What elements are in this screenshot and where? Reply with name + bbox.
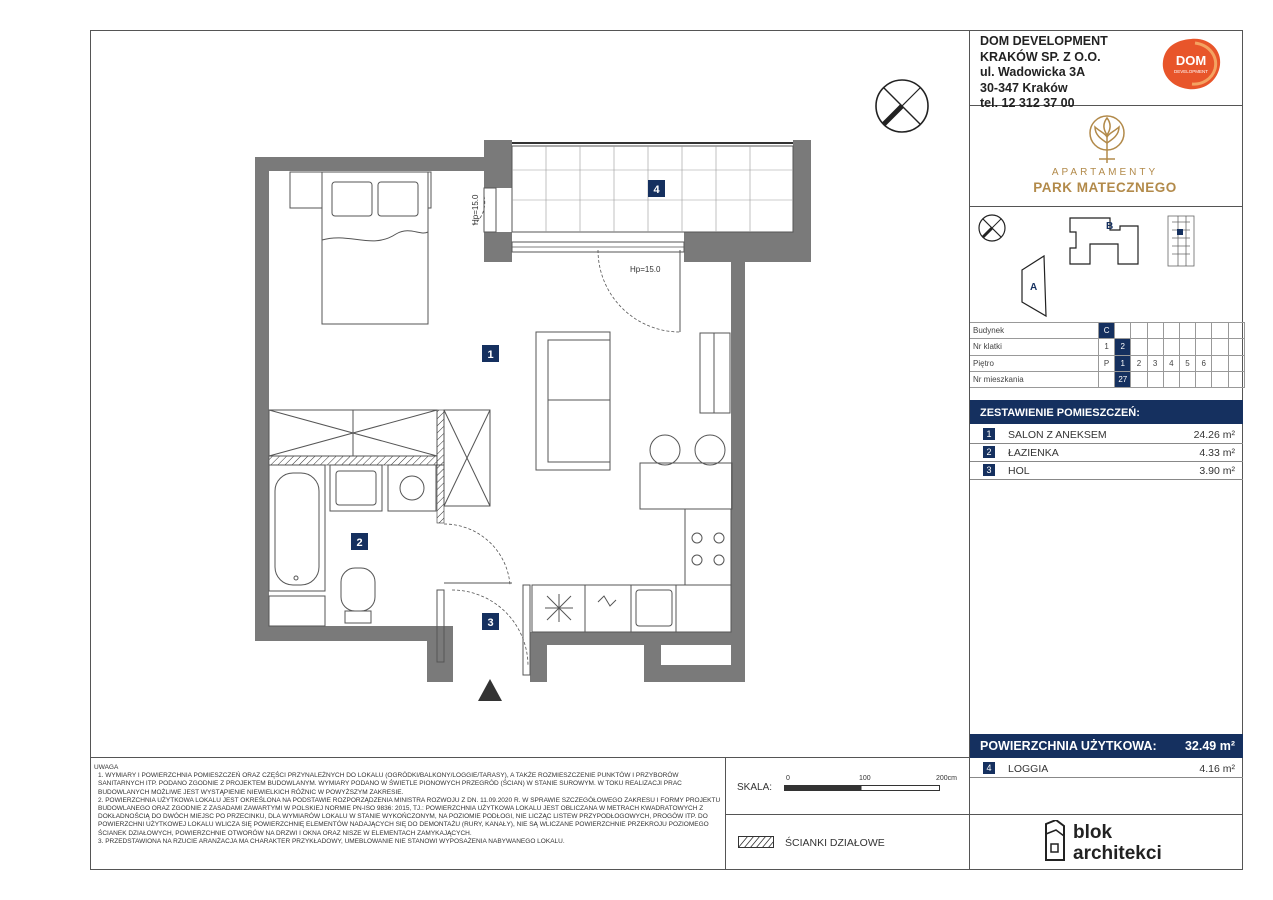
pietro-label: Piętro [970, 355, 1099, 371]
room-badge-1: 1 [487, 349, 494, 361]
floor-plan [250, 135, 820, 705]
room-row [970, 462, 1243, 480]
architect-name [1073, 822, 1162, 864]
dom-development-logo [1160, 37, 1222, 91]
room-badge-4: 4 [653, 184, 660, 196]
pietro-value: 1 [1115, 355, 1131, 371]
room-badge-3: 3 [487, 617, 494, 629]
key-plan-map [1010, 212, 1210, 320]
usable-area-value: 32.49 m² [1184, 739, 1235, 753]
divider [90, 757, 969, 758]
room-row [970, 426, 1243, 444]
company-name: DOM DEVELOPMENT [980, 34, 1108, 48]
mieszkanie-value [1099, 371, 1115, 387]
notes-title: UWAGA [94, 764, 119, 771]
divider [969, 206, 1243, 207]
dom-logo-word: DOM [1175, 53, 1207, 68]
company-name-2: KRAKÓW SP. Z O.O. [980, 49, 1101, 64]
height-note: Hp=15.0 [630, 265, 661, 274]
room-number-badge: 4 [983, 762, 995, 774]
budynek-label: Budynek [970, 323, 1099, 339]
height-note: Hp=15.0 [471, 194, 480, 225]
note-item: 1. WYMIARY I POWIERZCHNIA POMIESZCZEŃ ORAZ CZĘŚCI PRZYNALEŻNYCH DO LOKALU (OGRÓDKI/BALKONY/LOGGIE/TARASY), A TAKŻE ROZMIESZCZENIE PUNKTÓW I PRZYBORÓW SANITARNYCH ITP. PODANO ZGODNIE Z PROJEKTEM BUDOWLANYM. WYMIARY PODANO W ŚWIETLE PIONOWYCH PRZEGRÓD (ŚCIAN) W STANIE SUROWYM. W TOKU REALIZACJI PRAC BUDOWLANYCH MOŻLIWE JEST WYSTĄPIENIE NIEWIELKICH RÓŻNIC W POWYŻSZYM ZAKRESIE. [98, 772, 682, 796]
scale-label: SKALA: [737, 782, 773, 793]
park-tree-logo [1083, 113, 1131, 165]
building-b-label: B [1106, 221, 1114, 232]
entrance-arrow-icon [478, 679, 502, 701]
room-name: HOL [1008, 465, 1030, 477]
divider [969, 814, 1243, 815]
company-city: 30-347 Kraków [980, 80, 1068, 95]
building-a-label: A [1030, 282, 1038, 293]
architect-line2: architekci [1073, 843, 1162, 864]
scale-bar [784, 784, 940, 792]
company-street: ul. Wadowicka 3A [980, 65, 1086, 79]
room-name: ŁAZIENKA [1008, 447, 1059, 459]
compass-icon [873, 77, 931, 135]
klatka-label: Nr klatki [970, 339, 1099, 355]
apartment-info-table [970, 322, 1245, 388]
room-number-badge: 1 [983, 428, 995, 440]
room-row [970, 444, 1243, 462]
blok-architekci-logo-icon [1042, 820, 1068, 864]
company-address [980, 34, 1108, 112]
project-name-top: APARTAMENTY [1051, 167, 1159, 178]
divider [725, 814, 969, 815]
rooms-summary-title: ZESTAWIENIE POMIESZCZEŃ: [980, 407, 1140, 419]
pietro-value: P [1099, 355, 1115, 371]
scale-tick: 100 [859, 775, 871, 782]
note-item: 2. POWIERZCHNIA UŻYTKOWA LOKALU JEST OKREŚLONA NA PODSTAWIE ROZPORZĄDZENIA MINISTRA ROZWOJU Z DN. 11.09.2020 R. W SPRAWIE SZCZEGÓŁOWEGO ZAKRESU I FORMY PROJEKTU BUDOWLANEGO ORAZ ZGODNIE Z ZASADAMI ZAWARTYMI W POLSKIEJ NORMIE PN-ISO 9836: 2015, TJ.: POWIERZCHNIA UŻYTKOWA LOKALU JEST OBLICZANA W METRACH KWADRATOWYCH Z DOKŁADNOŚCIĄ DO DWÓCH MIEJSC PO PRZECINKU, DLA WYMIARÓW LOKALU W STANIE WYKOŃCZONYM, NA POZIOMIE PODŁOGI, NIE LICZĄC LISTEW PRZYPODŁOGOWYCH, PROGÓW ITP. DO POWIERZCHNI UŻYTKOWEJ LOKALU WLICZA SIĘ POWIERZCHNIĘ ELEMENTÓW NADAJĄCYCH SIĘ DO DEMONTAŻU (RURY, KANAŁY), NIE SĄ WLICZANE POWIERZCHNIE PRZEKROJU POZIOMEGO ŚCIANEK DZIAŁOWYCH, POWIERZCHNIE OTWORÓW NA DRZWI I OKNA ORAZ NISZE W ELEMENTACH ZAMYKAJĄCYCH. [98, 796, 721, 837]
note-item: 3. PRZEDSTAWIONA NA RZUCIE ARANŻACJA MA CHARAKTER PRZYKŁADOWY, UMEBLOWANIE NIE STANOWI WYPOSAŻENIA NABYWANEGO LOKALU. [98, 837, 565, 845]
scale-tick: 200cm [936, 775, 958, 782]
mieszkanie-value: 27 [1115, 371, 1131, 387]
room-number-badge: 2 [983, 446, 995, 458]
rooms-summary-header [970, 400, 1243, 424]
room-area: 3.90 m² [1199, 465, 1235, 477]
pietro-value: 2 [1131, 355, 1147, 371]
room-number-badge: 3 [983, 464, 995, 476]
pietro-value: 3 [1147, 355, 1163, 371]
klatka-value: 1 [1099, 339, 1115, 355]
loggia-row [970, 760, 1243, 778]
room-name: LOGGIA [1008, 763, 1049, 775]
room-name: SALON Z ANEKSEM [1008, 429, 1107, 441]
scale-tick: 0 [786, 775, 790, 782]
room-area: 4.33 m² [1199, 447, 1235, 459]
project-name-bottom: PARK MATECZNEGO [1033, 180, 1177, 195]
architect-line1: blok [1073, 822, 1113, 843]
usable-area-bar [970, 734, 1243, 758]
pietro-value: 5 [1179, 355, 1195, 371]
compass-small-icon [977, 213, 1007, 243]
budynek-value: C [1099, 323, 1115, 339]
room-area: 24.26 m² [1193, 429, 1235, 441]
hatch-legend-swatch [738, 836, 774, 848]
company-phone: tel. 12 312 37 00 [980, 96, 1075, 110]
pietro-value: 4 [1163, 355, 1179, 371]
room-area: 4.16 m² [1199, 763, 1235, 775]
notes-block [94, 764, 722, 846]
mieszkanie-label: Nr mieszkania [970, 371, 1099, 387]
klatka-value: 2 [1115, 339, 1131, 355]
room-badge-2: 2 [356, 537, 363, 549]
pietro-value: 6 [1196, 355, 1212, 371]
legend-walls-label: ŚCIANKI DZIAŁOWE [785, 837, 885, 849]
dom-logo-sub: DEVELOPMENT [1173, 69, 1209, 74]
usable-area-label: POWIERZCHNIA UŻYTKOWA: [980, 739, 1157, 753]
